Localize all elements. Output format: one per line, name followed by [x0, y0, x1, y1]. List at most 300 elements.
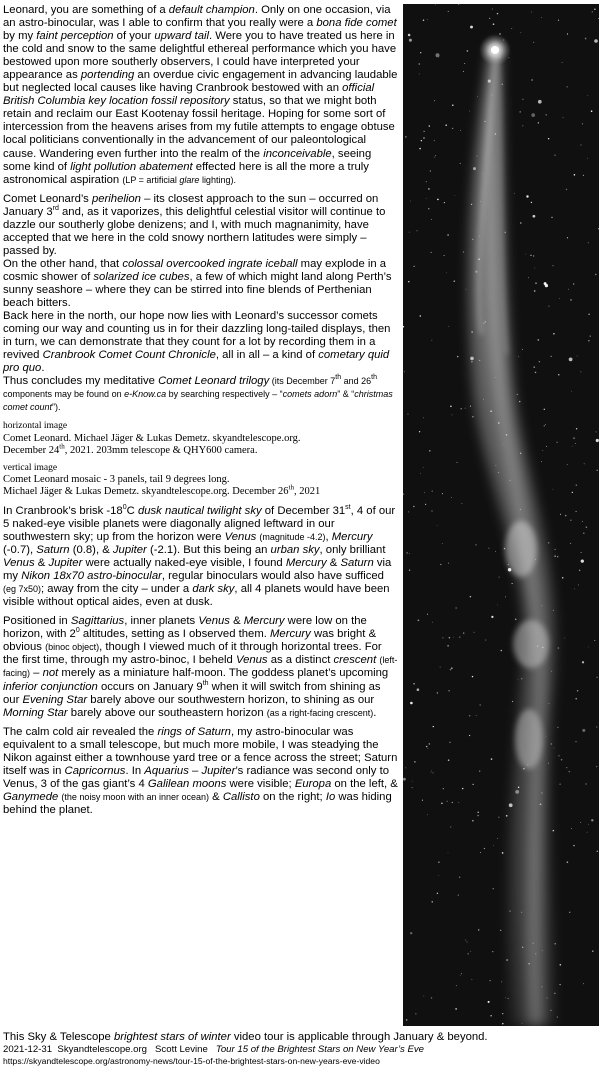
caption-line: Michael Jäger & Lukas Demetz. skyandtelescope.org. December 26th, 2021	[3, 483, 321, 498]
star	[410, 702, 413, 705]
star	[448, 563, 449, 564]
star	[470, 406, 471, 407]
text-run: barely above our southeastern horizon	[67, 706, 267, 719]
star	[453, 637, 454, 638]
star	[420, 473, 421, 474]
star	[428, 748, 429, 749]
italic-text: Venus	[3, 557, 35, 570]
star	[493, 23, 495, 25]
article-text-column	[3, 4, 398, 823]
star	[518, 679, 519, 680]
star	[539, 361, 540, 362]
star	[553, 830, 555, 832]
star	[592, 950, 593, 951]
star	[581, 552, 582, 553]
text-run: (magnitude -4.2)	[259, 531, 326, 542]
star	[431, 219, 432, 220]
star	[587, 158, 588, 159]
paragraph-successor-comets	[3, 310, 398, 375]
text-run: Comet Leonard’s	[3, 192, 92, 205]
italic-text: Mercury	[285, 557, 327, 570]
star	[514, 193, 515, 194]
star	[557, 727, 558, 728]
italic-text: glare	[179, 174, 200, 185]
star	[588, 340, 589, 341]
star	[444, 202, 445, 203]
star	[443, 788, 444, 789]
star	[458, 895, 459, 896]
superscript-text: th	[202, 679, 209, 687]
star	[504, 232, 506, 234]
footer-url-link[interactable]: https://skyandtelescope.org/astronomy-news/tour-15-of-the-brightest-stars-on-new-years-eve-video	[3, 1056, 380, 1066]
star	[408, 34, 411, 37]
text-run: effected here is all the more a truly astronomical aspiration	[3, 160, 369, 186]
star	[588, 314, 589, 315]
star	[477, 811, 479, 813]
star	[460, 975, 461, 976]
superscript-text: st	[345, 504, 351, 512]
star	[551, 217, 552, 218]
star	[541, 461, 542, 462]
star	[542, 450, 543, 451]
star	[460, 163, 461, 164]
italic-text: dark sky	[192, 583, 235, 596]
star	[435, 155, 436, 156]
star	[410, 201, 411, 202]
star	[409, 553, 410, 554]
star	[416, 230, 417, 231]
star	[531, 202, 532, 203]
star	[423, 20, 424, 21]
text-run: may explode in a cosmic shower of	[3, 257, 387, 283]
star	[568, 771, 570, 773]
star	[429, 125, 431, 127]
star	[541, 17, 542, 18]
star	[569, 358, 573, 362]
star	[475, 544, 476, 545]
italic-text: not	[42, 667, 59, 680]
star	[585, 38, 587, 40]
star	[417, 688, 420, 691]
star	[429, 450, 431, 452]
star	[535, 282, 537, 284]
star	[434, 100, 435, 101]
italic-text: Saturn	[340, 557, 374, 570]
star	[442, 543, 443, 544]
star	[560, 964, 562, 966]
text-run: barely above our southwestern horizon, to shining as our	[87, 693, 375, 706]
star	[488, 1001, 490, 1003]
star	[558, 647, 560, 649]
caption-line: December 24th, 2021. 203mm telescope & QHY600 camera.	[3, 442, 258, 457]
star	[594, 9, 595, 10]
text-run: and, as it vaporizes, this delightful celestial visitor will continue to dazzle our southerly globe denizens; and I, with much magnanimity, have accepted that we here in the cold snowy northern latitudes were simply – passed by.	[3, 205, 386, 257]
star	[573, 437, 575, 439]
caption-line: Comet Leonard. Michael Jäger & Lukas Demetz. skyandtelescope.org.	[3, 432, 301, 444]
star	[491, 616, 493, 618]
star	[558, 374, 559, 375]
italic-text: bona fide comet	[316, 17, 397, 30]
italic-text: faint perception	[36, 30, 114, 43]
star	[462, 503, 463, 504]
italic-text: Morning Star	[3, 706, 68, 719]
star	[512, 701, 513, 702]
star	[520, 32, 521, 33]
star	[554, 993, 555, 994]
star	[423, 996, 424, 997]
text-run: (-2.1). But this being an	[146, 544, 271, 557]
star	[430, 170, 431, 171]
star	[449, 637, 450, 638]
star	[476, 715, 477, 716]
star	[575, 443, 576, 444]
star	[459, 877, 460, 878]
star	[509, 803, 513, 807]
star	[526, 195, 528, 197]
star	[586, 527, 587, 528]
footer-video-note: This Sky & Telescope brightest stars of winter video tour is applicable through January & beyond.	[3, 1031, 488, 1043]
star	[423, 137, 425, 139]
star	[506, 959, 508, 961]
text-run: on the right;	[259, 790, 326, 803]
star	[545, 114, 546, 115]
italic-text: dusk nautical twilight sky	[137, 504, 262, 517]
star	[538, 122, 539, 123]
italic-text: urban sky	[270, 544, 320, 557]
star	[570, 543, 571, 544]
star	[446, 272, 447, 273]
paragraph-leonard-default-champion	[3, 4, 398, 187]
star	[491, 758, 493, 760]
star	[502, 1023, 504, 1025]
star	[456, 608, 457, 609]
star	[573, 845, 574, 846]
star	[451, 497, 452, 498]
star	[423, 467, 424, 468]
text-run: ” & “	[337, 389, 355, 400]
star	[581, 372, 582, 373]
star	[474, 632, 475, 633]
text-run: (0.8), &	[69, 544, 113, 557]
star	[560, 514, 561, 515]
star	[548, 542, 549, 543]
star	[419, 148, 421, 150]
star	[567, 861, 569, 863]
star	[408, 414, 409, 415]
text-run: &	[209, 790, 223, 803]
star	[591, 110, 593, 112]
star	[553, 489, 554, 490]
star	[470, 951, 471, 952]
text-run: The calm cold air revealed the	[3, 725, 158, 738]
star	[569, 912, 570, 913]
star	[563, 117, 564, 118]
star	[515, 619, 517, 621]
text-run: (-0.7),	[3, 544, 37, 557]
star	[415, 1013, 416, 1014]
text-run: Thus concludes my meditative	[3, 375, 159, 388]
star	[450, 669, 452, 671]
star	[456, 985, 457, 986]
star	[458, 802, 459, 803]
star	[454, 195, 455, 196]
star	[577, 356, 578, 357]
star	[505, 997, 506, 998]
star	[472, 416, 474, 418]
star	[520, 222, 521, 223]
star	[596, 766, 597, 767]
text-run: Positioned in	[3, 615, 71, 628]
text-run: .	[41, 362, 45, 375]
star	[459, 637, 460, 638]
text-run: . Only on one occasion, via an astro-binocular, was I able to confirm that you really were a	[3, 4, 391, 30]
star	[404, 371, 405, 372]
star	[438, 57, 439, 58]
star	[554, 748, 555, 749]
star	[588, 824, 589, 825]
text-run: Leonard, you are something of a	[3, 4, 169, 16]
star	[502, 852, 504, 854]
star	[467, 50, 469, 52]
text-run: –	[30, 667, 43, 680]
star	[544, 425, 545, 426]
star	[430, 772, 431, 773]
italic-text: Cranbrook Comet Count Chronicle	[42, 349, 216, 362]
italic-text: Mercury	[331, 530, 373, 543]
text-run: merely as a miniature half-moon. The goddess planet’s upcoming	[58, 667, 389, 680]
paragraph-sagittarius	[3, 615, 398, 719]
star	[465, 940, 466, 941]
star	[442, 493, 443, 494]
star	[470, 26, 473, 29]
star	[587, 832, 588, 833]
star	[438, 875, 439, 876]
comet-leonard-photo	[403, 4, 599, 1026]
star	[582, 123, 583, 124]
star	[567, 86, 568, 87]
star	[497, 13, 499, 15]
star	[419, 431, 420, 432]
text-run: lighting).	[199, 174, 236, 185]
star	[565, 515, 567, 517]
italic-text: Jupiter	[112, 544, 147, 557]
star	[405, 768, 406, 769]
star	[501, 650, 503, 652]
text-run: , my astro-binocular was equivalent to a small telescope, but much more mobile, I was steadying the Nikon against either a townhouse yard tree or a fence across the street; Saturn itself was in	[3, 725, 398, 777]
star	[440, 667, 441, 668]
star	[581, 559, 584, 562]
star	[590, 336, 591, 337]
star	[588, 242, 589, 243]
text-run: In Cranbrook’s brisk -18	[3, 504, 123, 517]
footer	[3, 1030, 599, 1067]
text-run: , a few of which might land along Perth’s sunny seashore – where they can be stirred into fine blends of Perthenian beach bitters.	[3, 270, 392, 310]
star	[426, 181, 427, 182]
star	[450, 826, 451, 827]
text-run: Back here in the north, our hope now lies with Leonard’s successor comets coming our way and counting us in for their dazzling long-tailed displays, then in turn, we can demonstrate that they count for a lot by recording them in a revived	[3, 310, 391, 362]
star	[431, 252, 432, 253]
italic-text: Capricornus	[64, 764, 126, 777]
star	[584, 463, 585, 464]
superscript-text: 0	[75, 627, 80, 635]
star	[489, 18, 490, 19]
star	[501, 981, 502, 982]
star	[578, 584, 579, 585]
italic-text: Io	[325, 790, 336, 803]
star	[469, 111, 470, 112]
paragraph-planets-alignment	[3, 505, 398, 609]
star	[575, 741, 576, 742]
star	[452, 105, 453, 106]
text-run: , 4 of our 5 naked-eye visible planets were diagonally aligned leftward in our southwestern sky; up from the horizon were	[3, 504, 396, 543]
italic-text: light pollution abatement	[70, 160, 193, 173]
star	[504, 548, 505, 549]
star	[538, 100, 542, 104]
text-run: , all 4 planets would have been visible without optical aides, even at dusk.	[3, 583, 390, 609]
star	[409, 232, 410, 233]
paragraph-saturn-jupiter	[3, 726, 398, 817]
star	[576, 428, 577, 429]
star	[522, 99, 523, 100]
comet-core	[491, 46, 499, 54]
star	[502, 1013, 503, 1014]
star	[442, 637, 443, 638]
star	[409, 569, 410, 570]
star	[484, 848, 485, 849]
star	[551, 356, 552, 357]
star	[587, 95, 588, 96]
superscript-text: 0	[122, 504, 127, 512]
star	[554, 154, 555, 155]
text-run: (its December 7	[269, 376, 336, 387]
text-run: by searching respectively – “	[166, 389, 283, 400]
text-run: –	[188, 764, 202, 777]
star	[567, 464, 568, 465]
star	[455, 1008, 457, 1010]
star	[447, 234, 449, 236]
star	[499, 33, 500, 34]
star	[449, 742, 450, 743]
star	[413, 266, 414, 267]
italic-text: Nikon 18x70 astro-binocular	[21, 570, 162, 583]
star	[437, 525, 438, 526]
paragraph-iceball	[3, 258, 398, 310]
star	[533, 255, 534, 256]
italic-text: Saturn	[36, 544, 70, 557]
star	[575, 698, 577, 700]
star	[597, 851, 598, 852]
star	[463, 71, 464, 72]
text-run: an overdue civic engagement in advancing laudable but neglected local causes like having Cranbrook bestowed with an	[3, 69, 398, 95]
italic-text: Sagittarius	[70, 615, 125, 628]
star	[478, 929, 480, 931]
star	[424, 492, 425, 493]
star	[534, 267, 535, 268]
star	[522, 125, 523, 126]
star	[588, 647, 589, 648]
star	[566, 767, 567, 768]
text-run: status, so that we might both retain and reclaim our East Kootenay fossil heritage. Hoping for some sort of intercession from the heavens arises from my futile attempts to engage obtuse local politicians conventionally in the advancement of our paleontological cause. Wandering even further into the realm of the	[3, 95, 395, 160]
star	[583, 983, 584, 984]
star	[441, 803, 443, 805]
star	[470, 596, 472, 598]
text-run: , regular binoculars would also have sufficed	[161, 570, 384, 583]
text-run: (eg 7x50)	[3, 584, 42, 595]
star	[460, 130, 461, 131]
text-run: .	[373, 706, 377, 719]
text-run: (LP = artificial	[122, 174, 180, 185]
text-run: of your	[113, 30, 155, 43]
star	[467, 953, 469, 955]
star	[469, 735, 470, 736]
star	[559, 784, 560, 785]
star	[452, 414, 453, 415]
text-run: C	[126, 504, 138, 517]
caption-vertical-image	[3, 462, 398, 499]
star	[582, 521, 583, 522]
star	[535, 372, 537, 374]
star	[454, 280, 456, 282]
text-run: ,	[325, 530, 332, 543]
star	[428, 208, 429, 209]
italic-text: inconceivable	[263, 147, 332, 160]
star	[534, 290, 536, 292]
star	[596, 726, 597, 727]
star	[488, 547, 489, 548]
superscript-text: th	[335, 374, 342, 382]
star	[445, 124, 447, 126]
italic-text: official British Columbia key location fossil repository	[3, 82, 375, 108]
star	[465, 408, 466, 409]
text-run: via my	[3, 557, 392, 583]
star	[592, 11, 593, 12]
star	[572, 446, 573, 447]
star	[410, 932, 412, 934]
star	[466, 289, 467, 290]
star	[464, 63, 465, 64]
star	[558, 20, 559, 21]
star	[428, 188, 430, 190]
star	[554, 555, 555, 556]
star	[573, 283, 574, 284]
italic-text: Ganymede	[3, 790, 59, 803]
paragraph-trilogy	[3, 375, 398, 414]
text-run: . Were you to have treated us here in the cold and snow to the same delightful ethereal performance which you have bestowed upon more southerly observers, I could have interpreted your appearance as	[3, 30, 397, 82]
star	[457, 356, 458, 357]
star	[570, 520, 571, 521]
star	[519, 111, 521, 113]
star	[534, 366, 535, 367]
star	[428, 743, 430, 745]
star	[423, 131, 424, 132]
star	[508, 998, 509, 999]
text-run: , only brilliant	[319, 544, 386, 557]
star	[463, 632, 464, 633]
star	[548, 305, 549, 306]
text-run: altitudes, setting as I observed them.	[79, 628, 271, 641]
star	[451, 667, 453, 669]
italic-text: solarized ice cubes	[93, 270, 190, 283]
star	[432, 511, 433, 512]
star	[405, 136, 406, 137]
text-run: as a distinct	[267, 654, 334, 667]
star	[533, 42, 534, 43]
italic-text: christmas comet count	[3, 389, 393, 413]
star	[447, 645, 449, 647]
italic-text: Mercury	[270, 628, 311, 641]
star	[517, 394, 518, 395]
star	[568, 289, 569, 290]
